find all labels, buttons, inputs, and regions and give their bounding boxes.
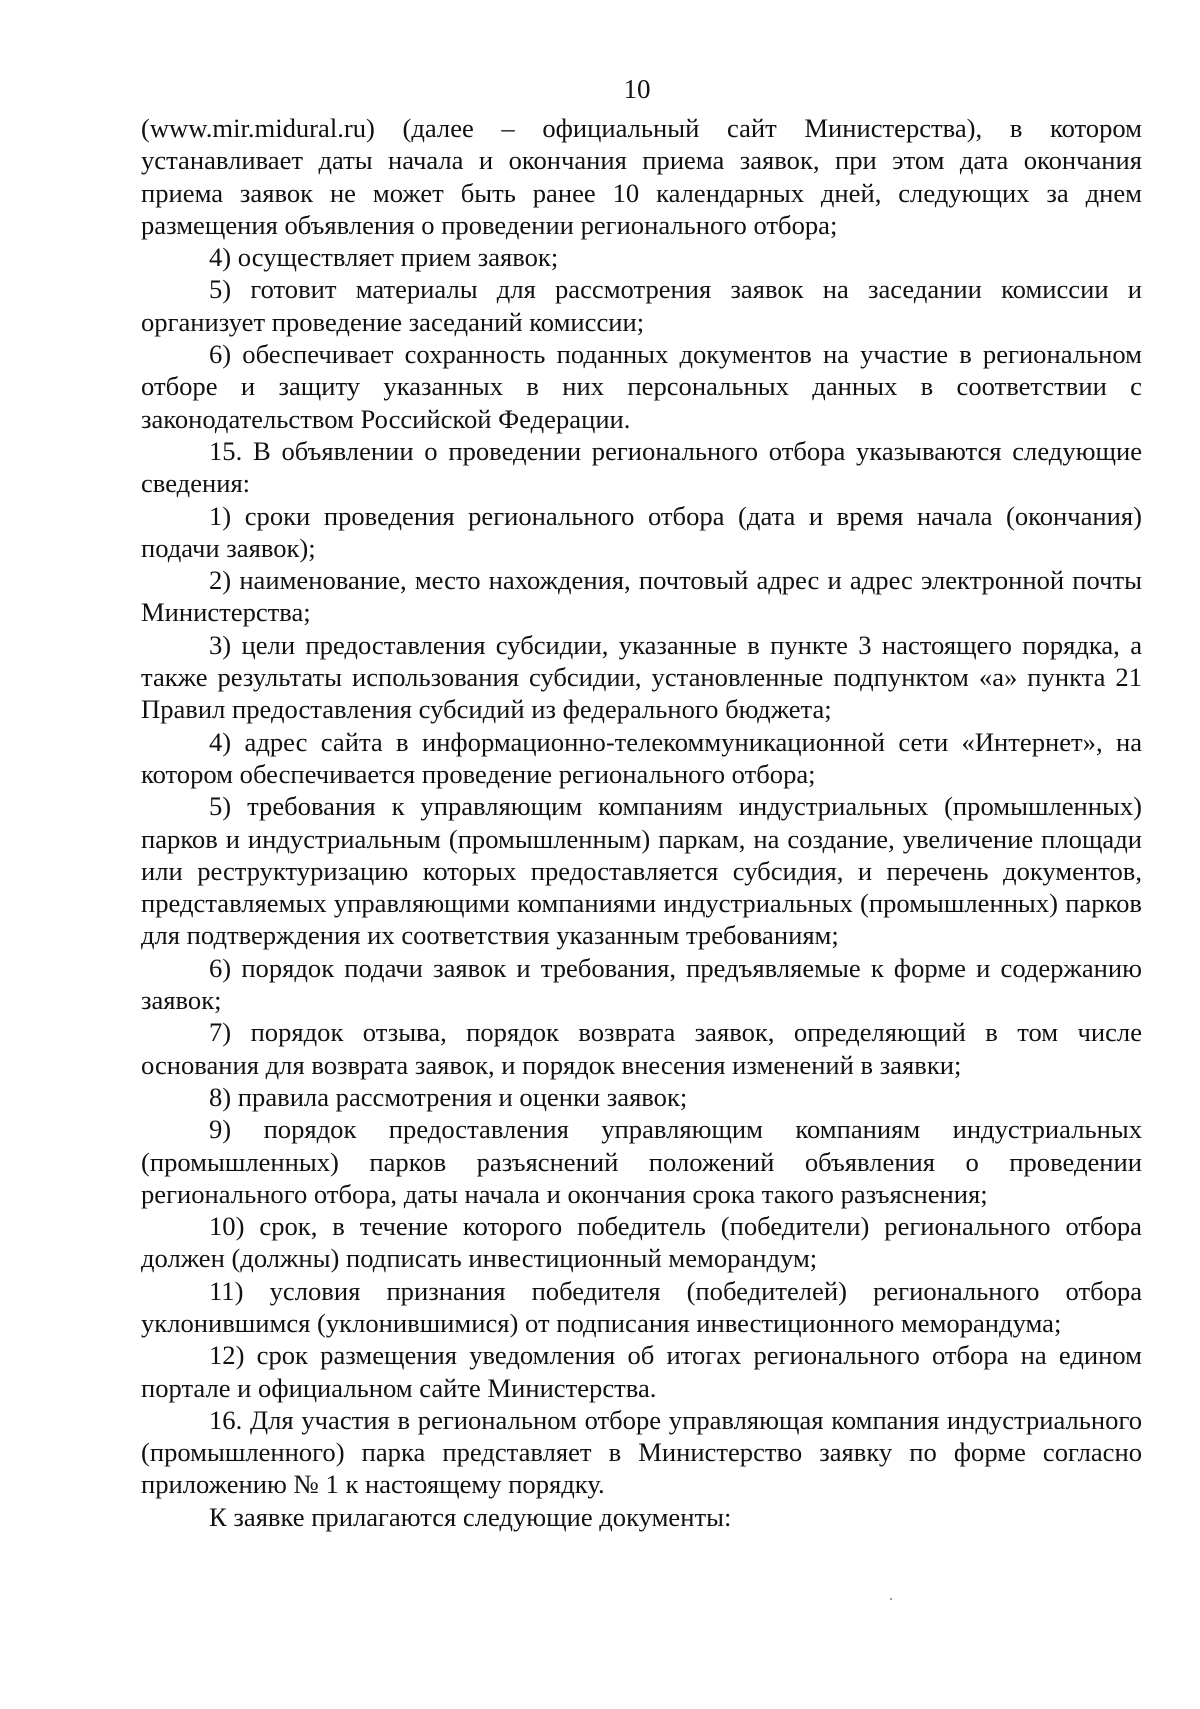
page-number: 10 [623,74,651,104]
paragraph-15-item-11: 11) условия признания победителя (победителей) регионального отбора уклонившимся (уклонившимися) от подписания инвестиционного меморандума; [141,1275,1142,1338]
paragraph-15-item-12: 12) срок размещения уведомления об итогах регионального отбора на едином портале и официальном сайте Министерства. [141,1340,1142,1403]
paragraph-15-item-6: 6) порядок подачи заявок и требования, предъявляемые к форме и содержанию заявок; [141,952,1142,1016]
paragraph-item-4: 4) осуществляет прием заявок; [209,242,559,273]
paragraph-15-item-9: 9) порядок предоставления управляющим компаниям индустриальных (промышленных) парков разъяснений положений объявления о проведении регионального отбора, даты начала и окончания срока такого разъяснения; [141,1114,1142,1209]
paragraph-15-item-8: 8) правила рассмотрения и оценки заявок; [209,1081,688,1112]
paragraph-15-item-4: 4) адрес сайта в информационно-телекоммуникационной сети «Интернет», на котором обеспечивается проведение регионального отбора; [141,726,1142,789]
paragraph-15-item-5: 5) требования к управляющим компаниям индустриальных (промышленных) парков и индустриальным (промышленным) паркам, на создание, увеличение площади или реструктуризацию которых предоставляется субсидия, и перечень документов, представляемых управляющими компаниями индустриальных (промышленных) парков для подтверждения их соответствия указанным требованиям; [141,791,1142,951]
paragraph-15-item-1: 1) сроки проведения регионального отбора (дата и время начала (окончания) подачи заявок); [141,500,1142,563]
paragraph-15-item-7: 7) порядок отзыва, порядок возврата заявок, определяющий в том числе основания для возврата заявок, и порядок внесения изменений в заявки; [141,1017,1142,1080]
document-body [141,112,1142,1533]
paragraph-15-item-2: 2) наименование, место нахождения, почтовый адрес и адрес электронной почты Министерства; [141,565,1142,628]
paragraph-continuation: (www.mir.midural.ru) (далее – официальный сайт Министерства), в котором устанавливает даты начала и окончания приема заявок, при этом дата окончания приема заявок не может быть ранее 10 календарных дней, следующих за днем размещения объявления о проведении регионального отбора; [141,113,1142,240]
paragraph-15-item-10: 10) срок, в течение которого победитель (победители) регионального отбора должен (должны) подписать инвестиционный меморандум; [141,1211,1142,1274]
paragraph-section-15: 15. В объявлении о проведении регионального отбора указываются следующие сведения: [141,435,1142,499]
scan-speck [890,1598,892,1600]
paragraph-item-6: 6) обеспечивает сохранность поданных документов на участие в региональном отборе и защиту указанных в них персональных данных в соответствии с законодательством Российской Федерации. [141,339,1142,434]
paragraph-15-item-3: 3) цели предоставления субсидии, указанные в пункте 3 настоящего порядка, а также результаты использования субсидии, установленные подпунктом «а» пункта 21 Правил предоставления субсидий из федерального бюджета; [141,629,1142,725]
paragraph-section-16: 16. Для участия в региональном отборе управляющая компания индустриального (промышленного) парка представляет в Министерство заявку по форме согласно приложению № 1 к настоящему порядку. [141,1404,1142,1500]
paragraph-attachments-intro: К заявке прилагаются следующие документы: [209,1501,732,1532]
paragraph-item-5: 5) готовит материалы для рассмотрения заявок на заседании комиссии и организует проведение заседаний комиссии; [141,274,1142,337]
